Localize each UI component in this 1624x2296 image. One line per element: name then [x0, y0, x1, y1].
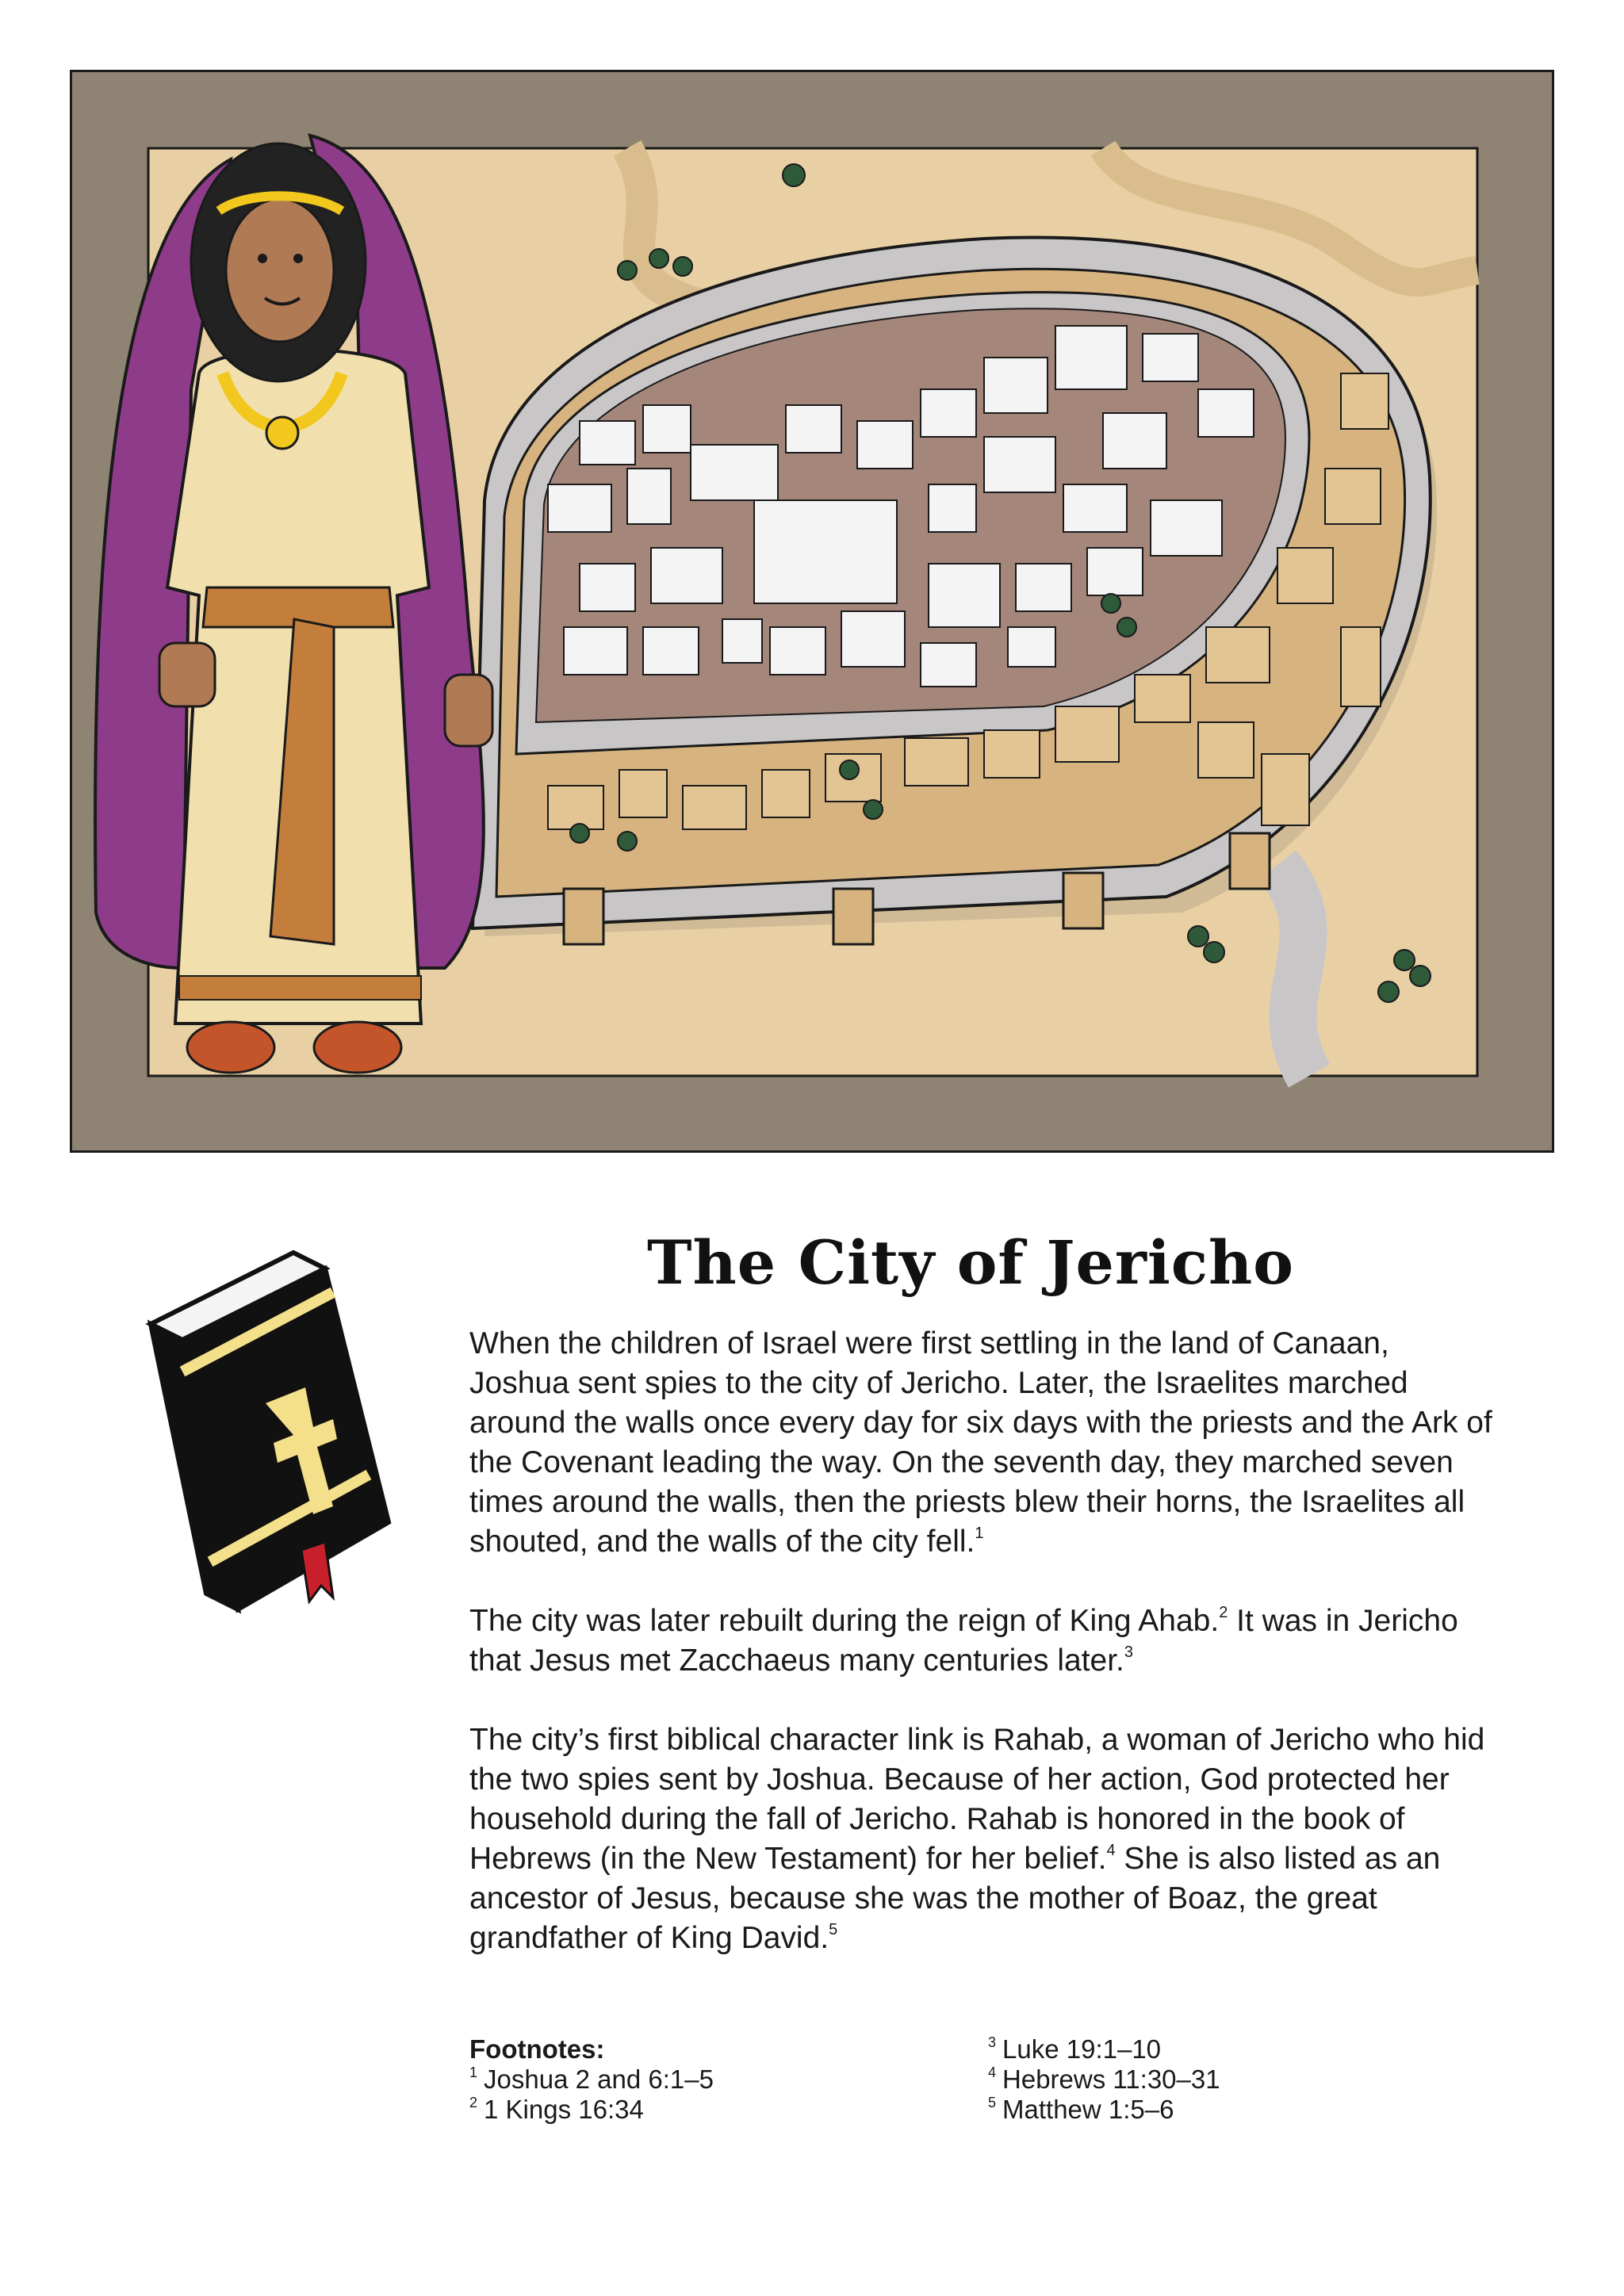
body-text: [469, 1324, 1492, 1998]
face: [226, 199, 334, 342]
eye: [258, 254, 267, 263]
jericho-scene: [72, 72, 1552, 1150]
footnotes-column-right: [988, 2034, 1220, 2125]
footnote-text: Joshua 2 and 6:1–5: [484, 2064, 714, 2094]
paragraph-text: The city was later rebuilt during the reign of King Ahab.: [469, 1604, 1220, 1638]
footnote-text: Hebrews 11:30–31: [1002, 2064, 1220, 2094]
footnote-number: 5: [988, 2095, 997, 2110]
paragraph-text: It was in Jericho that Jesus met Zacchaeus many centuries later.: [469, 1604, 1458, 1678]
paragraph-text: The city’s first biblical character link is Rahab, a woman of Jericho who hid the two spies sent by Joshua. Because of her action, God protected her household during the fall of Jericho. Rahab is honored in the book of Hebrews (in the New Testament) for her belief.: [469, 1723, 1485, 1876]
footnote-text: Matthew 1:5–6: [1002, 2095, 1174, 2124]
jericho-illustration: [70, 70, 1554, 1153]
footnotes-column-left: [469, 2034, 714, 2125]
footnote-number: 4: [988, 2064, 997, 2080]
footnote-ref: 5: [829, 1921, 838, 1938]
footnote-text: 1 Kings 16:34: [484, 2095, 644, 2124]
paragraph-text: She is also listed as an ancestor of Jesus, because she was the mother of Boaz, the great grandfather of King David.: [469, 1842, 1441, 1955]
pendant: [266, 417, 298, 449]
footnote-number: 1: [469, 2064, 478, 2080]
footnote-item: [988, 2034, 1220, 2064]
paragraph-2: [469, 1601, 1492, 1681]
footnote-ref: 1: [975, 1525, 984, 1542]
eye: [293, 254, 303, 263]
sandal: [314, 1022, 401, 1073]
hand: [445, 675, 492, 746]
footnotes-heading: Footnotes:: [469, 2034, 605, 2064]
footnote-number: 3: [988, 2034, 997, 2050]
sandal: [187, 1022, 274, 1073]
footnote-ref: 4: [1106, 1842, 1116, 1859]
bible-icon: [135, 1237, 404, 1617]
river: [1277, 865, 1309, 1076]
footnote-text: Luke 19:1–10: [1002, 2034, 1162, 2064]
paragraph-text: When the children of Israel were first settling in the land of Canaan, Joshua sent spies to the city of Jericho. Later, the Israelites marched around the walls once every day for six days with the priests and the Ark of the Covenant leading the way. On the seventh day, they marched seven times around the walls, then the priests blew their horns, the Israelites all shouted, and the walls of the city fell.: [469, 1326, 1492, 1559]
footnote-item: [469, 2095, 714, 2125]
footnote-number: 2: [469, 2095, 478, 2110]
page-title: The City of Jericho: [647, 1227, 1294, 1298]
footnote-item: [988, 2064, 1220, 2095]
paragraph-3: [469, 1720, 1492, 1958]
footnote-item: [988, 2095, 1220, 2125]
footnote-ref: 2: [1219, 1604, 1228, 1621]
robe-hem: [179, 976, 421, 1000]
footnote-item: [469, 2064, 714, 2095]
footnote-ref: 3: [1124, 1644, 1134, 1661]
hand: [159, 643, 215, 706]
paragraph-1: [469, 1324, 1492, 1562]
